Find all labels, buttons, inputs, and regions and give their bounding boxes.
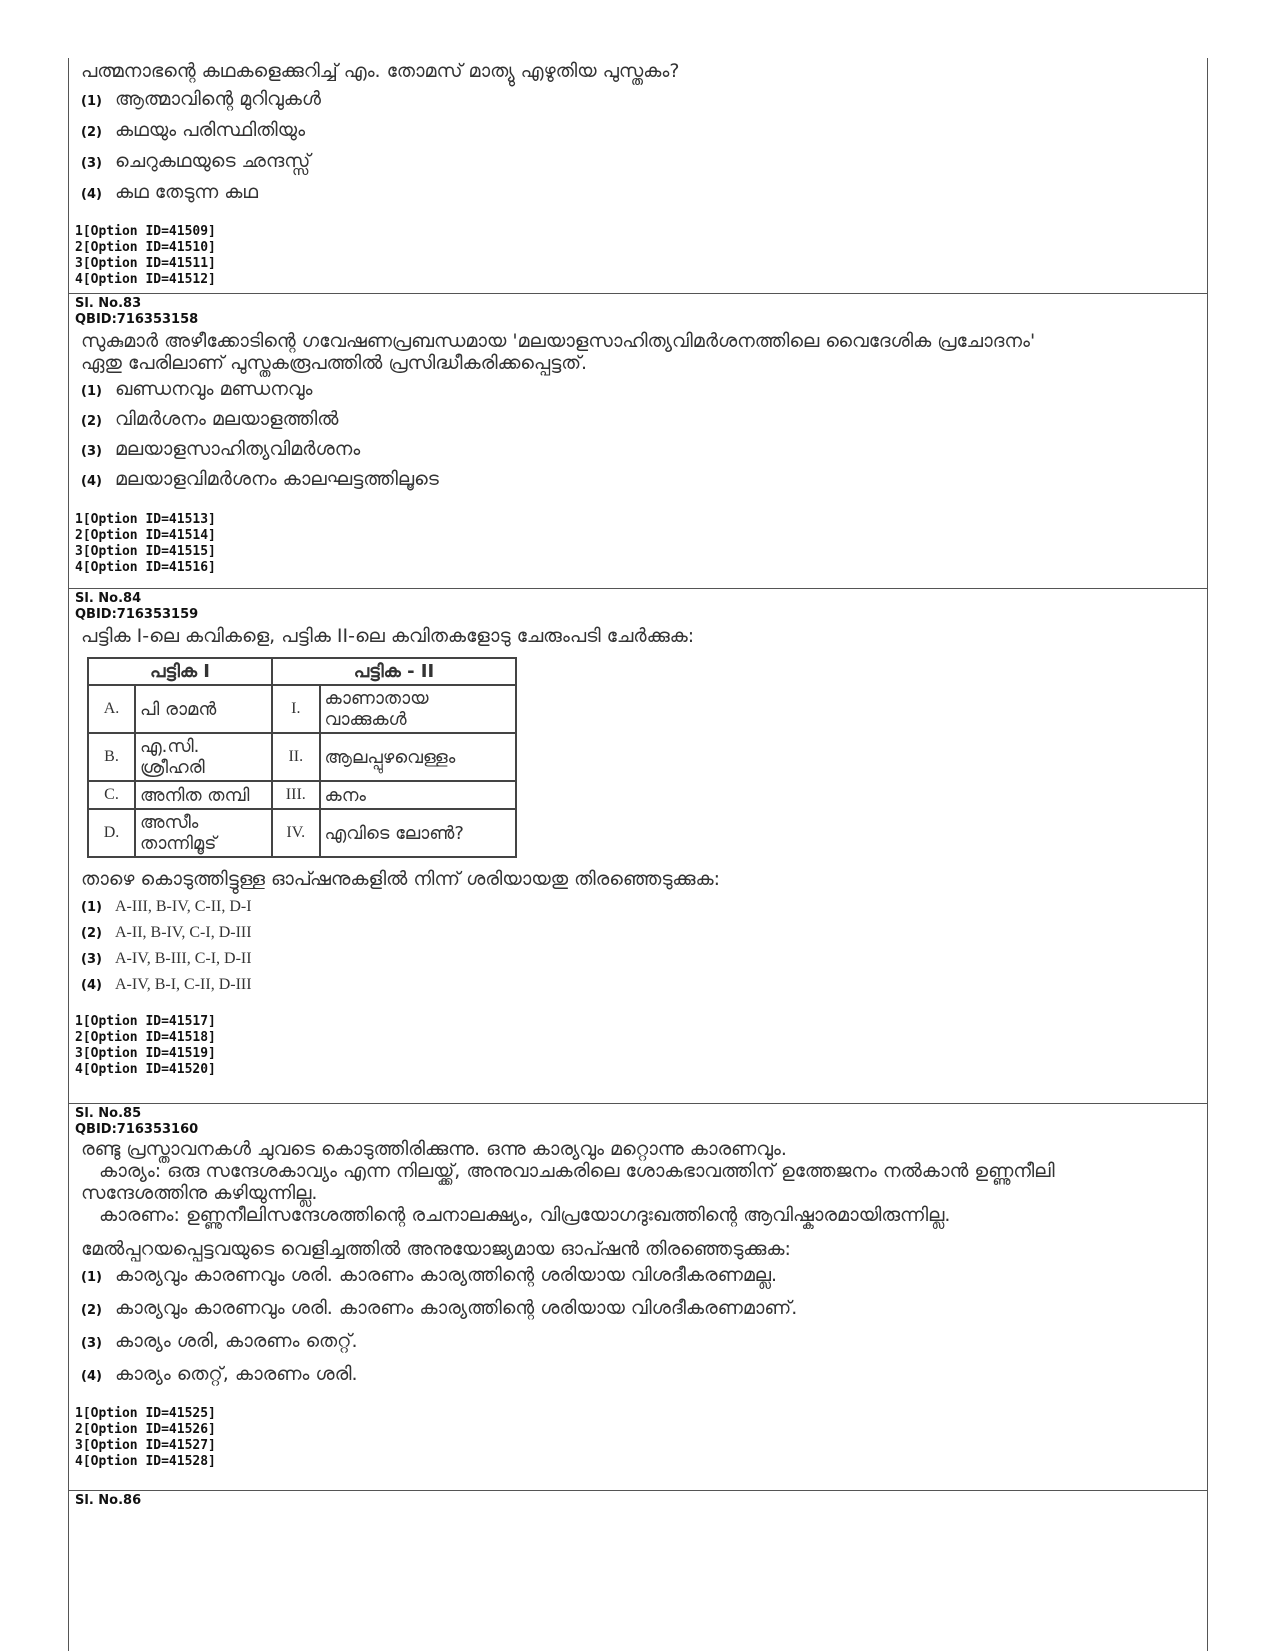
option-number: (3) xyxy=(81,156,102,171)
row-label: C. xyxy=(88,781,135,809)
option-id: 3[Option ID=41527] xyxy=(75,1438,216,1453)
option-ids xyxy=(75,512,1201,576)
serial-number: Sl. No.84 xyxy=(75,591,142,606)
assertion-line: സന്ദേശത്തിനു കഴിയുന്നില്ല. xyxy=(81,1182,318,1204)
option-text: A-IV, B-I, C-II, D-III xyxy=(115,976,252,993)
option-id: 1[Option ID=41525] xyxy=(75,1406,216,1421)
option-3 xyxy=(81,1330,1201,1363)
option-id: 2[Option ID=41510] xyxy=(75,240,216,255)
option-id: 1[Option ID=41517] xyxy=(75,1014,216,1029)
option-ids xyxy=(75,224,1201,288)
row-label: D. xyxy=(88,809,135,857)
option-4 xyxy=(81,181,1201,212)
option-number: (2) xyxy=(81,414,102,429)
table-row xyxy=(88,733,516,781)
question-block-86 xyxy=(69,1491,1207,1511)
serial-number: Sl. No.83 xyxy=(75,296,142,311)
option-number: (2) xyxy=(81,926,102,941)
option-number: (3) xyxy=(81,1336,102,1351)
option-number: (1) xyxy=(81,94,102,109)
poem-cell: എവിടെ ലോൺ? xyxy=(320,809,516,857)
poet-cell: അനിത തമ്പി xyxy=(135,781,272,809)
poem-cell: കാണാതായ വാക്കുകൾ xyxy=(320,685,516,733)
option-id: 4[Option ID=41516] xyxy=(75,560,216,575)
row-label: A. xyxy=(88,685,135,733)
question-line: ഏതു പേരിലാണ് പുസ്തകരൂപത്തിൽ പ്രസിദ്ധീകരിക്കപ്പെട്ടത്. xyxy=(81,352,588,374)
option-id: 3[Option ID=41511] xyxy=(75,256,216,271)
question-line: സുകുമാർ അഴീക്കോടിന്റെ ഗവേഷണപ്രബന്ധമായ 'മലയാളസാഹിത്യവിമർശനത്തിലെ വൈദേശിക പ്രചോദനം' xyxy=(81,330,1036,352)
option-text: കാര്യം ശരി, കാരണം തെറ്റ്. xyxy=(115,1330,358,1352)
table-header: പട്ടിക - II xyxy=(272,658,516,685)
option-3 xyxy=(81,150,1201,181)
row-label: IV. xyxy=(272,809,320,857)
option-text: മലയാളസാഹിത്യവിമർശനം xyxy=(115,438,361,460)
option-id: 4[Option ID=41528] xyxy=(75,1454,216,1469)
table-header-row xyxy=(88,658,516,685)
question-block-85 xyxy=(69,1104,1207,1491)
option-id: 3[Option ID=41515] xyxy=(75,544,216,559)
option-text: കഥ തേടുന്ന കഥ xyxy=(115,181,259,203)
reason-text: കാരണം: ഉണ്ണുനീലിസന്ദേശത്തിന്റെ രചനാലക്ഷ്യം, വിപ്രയോഗദുഃഖത്തിന്റെ ആവിഷ്കാരമായിരുന്നില്ല. xyxy=(99,1204,951,1226)
option-number: (2) xyxy=(81,125,102,140)
option-2 xyxy=(81,408,1201,438)
options-list xyxy=(81,378,1201,498)
options-list xyxy=(81,1264,1201,1396)
option-number: (3) xyxy=(81,444,102,459)
question-text: പത്മനാഭന്റെ കഥകളെക്കുറിച്ച് എം. തോമസ് മാത്യു എഴുതിയ പുസ്തകം? xyxy=(81,60,680,82)
option-text: ഖണ്ഡനവും മണ്ഡനവും xyxy=(115,378,313,400)
option-text: ആത്മാവിന്റെ മുറിവുകൾ xyxy=(115,88,321,110)
assertion-line: കാര്യം: ഒരു സന്ദേശകാവ്യം എന്ന നിലയ്ക്ക്, അനുവാചകരിലെ ശോകഭാവത്തിന് ഉത്തേജനം നൽകാൻ ഉണ്ണുനീലി xyxy=(99,1160,1055,1182)
row-label: III. xyxy=(272,781,320,809)
option-2 xyxy=(81,1297,1201,1330)
option-text: ചെറുകഥയുടെ ഛന്ദസ്സ് xyxy=(115,150,311,172)
option-text: കാര്യവും കാരണവും ശരി. കാരണം കാര്യത്തിന്റെ ശരിയായ വിശദീകരണമല്ല. xyxy=(115,1264,778,1286)
qbid: QBID:716353160 xyxy=(75,1122,199,1137)
option-text: മലയാളവിമർശനം കാലഘട്ടത്തിലൂടെ xyxy=(115,468,439,490)
option-ids xyxy=(75,1014,1201,1078)
option-2 xyxy=(81,924,1201,950)
poet-cell: എ.സി. ശ്രീഹരി xyxy=(135,733,272,781)
question-text xyxy=(81,330,1201,374)
poet-cell: പി രാമൻ xyxy=(135,685,272,733)
qbid: QBID:716353158 xyxy=(75,312,199,327)
option-number: (4) xyxy=(81,978,102,993)
option-3 xyxy=(81,950,1201,976)
poem-cell: ആലപ്പുഴവെള്ളം xyxy=(320,733,516,781)
question-block-84 xyxy=(69,589,1207,1104)
table-row xyxy=(88,781,516,809)
poem-cell: കനം xyxy=(320,781,516,809)
option-1 xyxy=(81,898,1201,924)
option-text: വിമർശനം മലയാളത്തിൽ xyxy=(115,408,339,430)
serial-number: Sl. No.86 xyxy=(75,1493,142,1508)
option-1 xyxy=(81,378,1201,408)
option-id: 2[Option ID=41526] xyxy=(75,1422,216,1437)
option-id: 2[Option ID=41514] xyxy=(75,528,216,543)
option-text: A-III, B-IV, C-II, D-I xyxy=(115,898,252,915)
option-number: (4) xyxy=(81,187,102,202)
option-id: 4[Option ID=41512] xyxy=(75,272,216,287)
option-2 xyxy=(81,119,1201,150)
question-block-82 xyxy=(69,58,1207,294)
option-id: 1[Option ID=41509] xyxy=(75,224,216,239)
option-4 xyxy=(81,1363,1201,1396)
options-list xyxy=(81,88,1201,212)
option-number: (1) xyxy=(81,384,102,399)
option-ids xyxy=(75,1406,1201,1470)
option-1 xyxy=(81,88,1201,119)
table-row xyxy=(88,685,516,733)
option-number: (4) xyxy=(81,1369,102,1384)
option-text: കാര്യം തെറ്റ്, കാരണം ശരി. xyxy=(115,1363,358,1385)
option-id: 2[Option ID=41518] xyxy=(75,1030,216,1045)
option-number: (2) xyxy=(81,1303,102,1318)
option-text: കഥയും പരിസ്ഥിതിയും xyxy=(115,119,306,141)
option-text: A-IV, B-III, C-I, D-II xyxy=(115,950,252,967)
qbid: QBID:716353159 xyxy=(75,607,199,622)
option-number: (3) xyxy=(81,952,102,967)
row-label: I. xyxy=(272,685,320,733)
option-id: 3[Option ID=41519] xyxy=(75,1046,216,1061)
option-3 xyxy=(81,438,1201,468)
question-paper xyxy=(68,58,1208,1651)
question-block-83 xyxy=(69,294,1207,589)
option-1 xyxy=(81,1264,1201,1297)
row-label: B. xyxy=(88,733,135,781)
option-id: 4[Option ID=41520] xyxy=(75,1062,216,1077)
option-number: (1) xyxy=(81,900,102,915)
option-number: (1) xyxy=(81,1270,102,1285)
row-label: II. xyxy=(272,733,320,781)
instruction-text: മേൽപ്പറയപ്പെട്ടവയുടെ വെളിച്ചത്തിൽ അനുയോജ്യമായ ഓപ്ഷൻ തിരഞ്ഞെടുക്കുക: xyxy=(81,1238,791,1260)
question-text: പട്ടിക I-ലെ കവികളെ, പട്ടിക II-ലെ കവിതകളോടു ചേരുംപടി ചേർക്കുക: xyxy=(81,625,695,647)
poet-cell: അസീം താന്നിമൂട് xyxy=(135,809,272,857)
option-4 xyxy=(81,468,1201,498)
option-text: കാര്യവും കാരണവും ശരി. കാരണം കാര്യത്തിന്റെ ശരിയായ വിശദീകരണമാണ്. xyxy=(115,1297,798,1319)
option-4 xyxy=(81,976,1201,1002)
table-header: പട്ടിക I xyxy=(88,658,272,685)
options-list xyxy=(81,898,1201,1002)
statement-intro: രണ്ടു പ്രസ്താവനകൾ ചുവടെ കൊടുത്തിരിക്കുന്നു. ഒന്നു കാര്യവും മറ്റൊന്നു കാരണവും. xyxy=(81,1138,787,1160)
instruction-text: താഴെ കൊടുത്തിട്ടുള്ള ഓപ്ഷനുകളിൽ നിന്ന് ശരിയായതു തിരഞ്ഞെടുക്കുക: xyxy=(81,868,721,890)
serial-number: Sl. No.85 xyxy=(75,1106,142,1121)
option-text: A-II, B-IV, C-I, D-III xyxy=(115,924,252,941)
match-table xyxy=(87,657,517,858)
table-row xyxy=(88,809,516,857)
option-number: (4) xyxy=(81,474,102,489)
option-id: 1[Option ID=41513] xyxy=(75,512,216,527)
